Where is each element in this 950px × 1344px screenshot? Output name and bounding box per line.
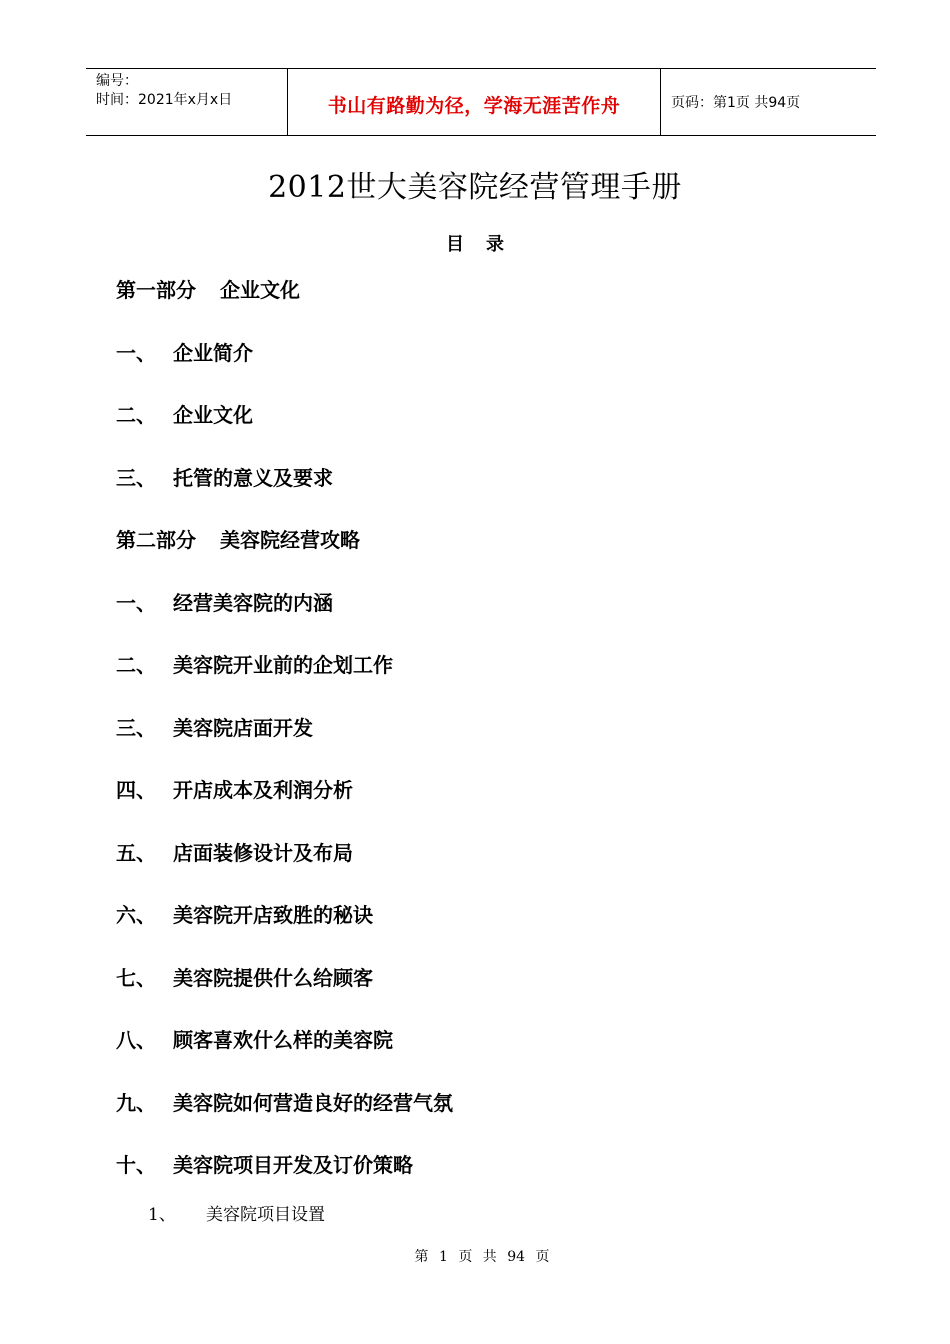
toc-item-number: 五、	[116, 840, 156, 865]
footer-page-prefix: 第	[414, 1249, 429, 1265]
footer-total-word: 页	[535, 1249, 550, 1265]
toc-item	[116, 460, 453, 523]
header-motto: 书山有路勤为径，学海无涯苦作舟	[327, 94, 621, 117]
toc-item-label: 企业文化	[220, 278, 300, 302]
toc-item-label: 美容院项目开发及订价策略	[173, 1153, 413, 1177]
toc-subitem	[148, 1200, 325, 1225]
toc-item-label: 店面装修设计及布局	[173, 840, 353, 865]
toc-subitem-number: 1、	[148, 1205, 176, 1225]
toc-item-number: 一、	[116, 590, 156, 615]
toc-subitem-label: 美容院项目设置	[206, 1205, 325, 1225]
table-of-contents	[116, 272, 453, 1210]
page-footer	[0, 1246, 950, 1266]
toc-item-label: 顾客喜欢什么样的美容院	[173, 1028, 393, 1052]
toc-item	[116, 772, 453, 835]
toc-item-number: 二、	[116, 653, 156, 677]
footer-total-prefix: 共	[482, 1249, 497, 1265]
toc-item-label: 企业文化	[173, 403, 253, 427]
toc-item	[116, 335, 453, 398]
toc-part-heading	[116, 522, 453, 585]
toc-item	[116, 585, 453, 648]
toc-item-label: 经营美容院的内涵	[173, 590, 333, 615]
toc-item-number: 十、	[116, 1153, 156, 1177]
toc-item	[116, 647, 453, 710]
toc-item-number: 第一部分	[116, 278, 196, 302]
toc-item	[116, 897, 453, 960]
toc-item-number: 九、	[116, 1090, 156, 1115]
toc-heading: 目录	[446, 234, 526, 255]
toc-item	[116, 710, 453, 773]
toc-item-label: 企业简介	[173, 340, 253, 365]
header-page-cell	[661, 69, 876, 135]
toc-item-number: 七、	[116, 965, 156, 990]
toc-item-label: 美容院开店致胜的秘诀	[173, 903, 373, 927]
toc-item-number: 一、	[116, 340, 156, 365]
toc-item	[116, 1085, 453, 1148]
toc-item-number: 二、	[116, 403, 156, 427]
toc-item	[116, 960, 453, 1023]
document-title: 2012世大美容院经营管理手册	[268, 170, 682, 205]
document-time-label: 时间：2021年x月x日	[96, 92, 233, 108]
toc-item-label: 美容院经营攻略	[220, 528, 360, 552]
toc-item-label: 美容院如何营造良好的经营气氛	[173, 1090, 453, 1115]
toc-item-label: 美容院开业前的企划工作	[173, 653, 393, 677]
page-header	[86, 68, 876, 136]
toc-item-number: 三、	[116, 465, 156, 490]
toc-part-heading	[116, 272, 453, 335]
toc-item-label: 美容院店面开发	[173, 715, 313, 740]
header-page-info: 页码：第1页 共94页	[671, 95, 801, 111]
toc-item	[116, 835, 453, 898]
toc-item	[116, 1022, 453, 1085]
toc-item-number: 四、	[116, 778, 156, 802]
toc-item-label: 开店成本及利润分析	[173, 778, 353, 802]
footer-page-number: 1	[438, 1249, 448, 1265]
toc-item-number: 第二部分	[116, 528, 196, 552]
footer-page-word: 页	[458, 1249, 473, 1265]
toc-item-number: 八、	[116, 1028, 156, 1052]
toc-item-number: 六、	[116, 903, 156, 927]
toc-item-label: 美容院提供什么给顾客	[173, 965, 373, 990]
toc-item-label: 托管的意义及要求	[173, 465, 333, 490]
toc-item	[116, 397, 453, 460]
toc-item-number: 三、	[116, 715, 156, 740]
header-motto-cell	[288, 69, 661, 135]
header-meta-cell	[86, 69, 288, 135]
document-number-label: 编号：	[96, 73, 138, 89]
footer-total-number: 94	[507, 1249, 526, 1265]
